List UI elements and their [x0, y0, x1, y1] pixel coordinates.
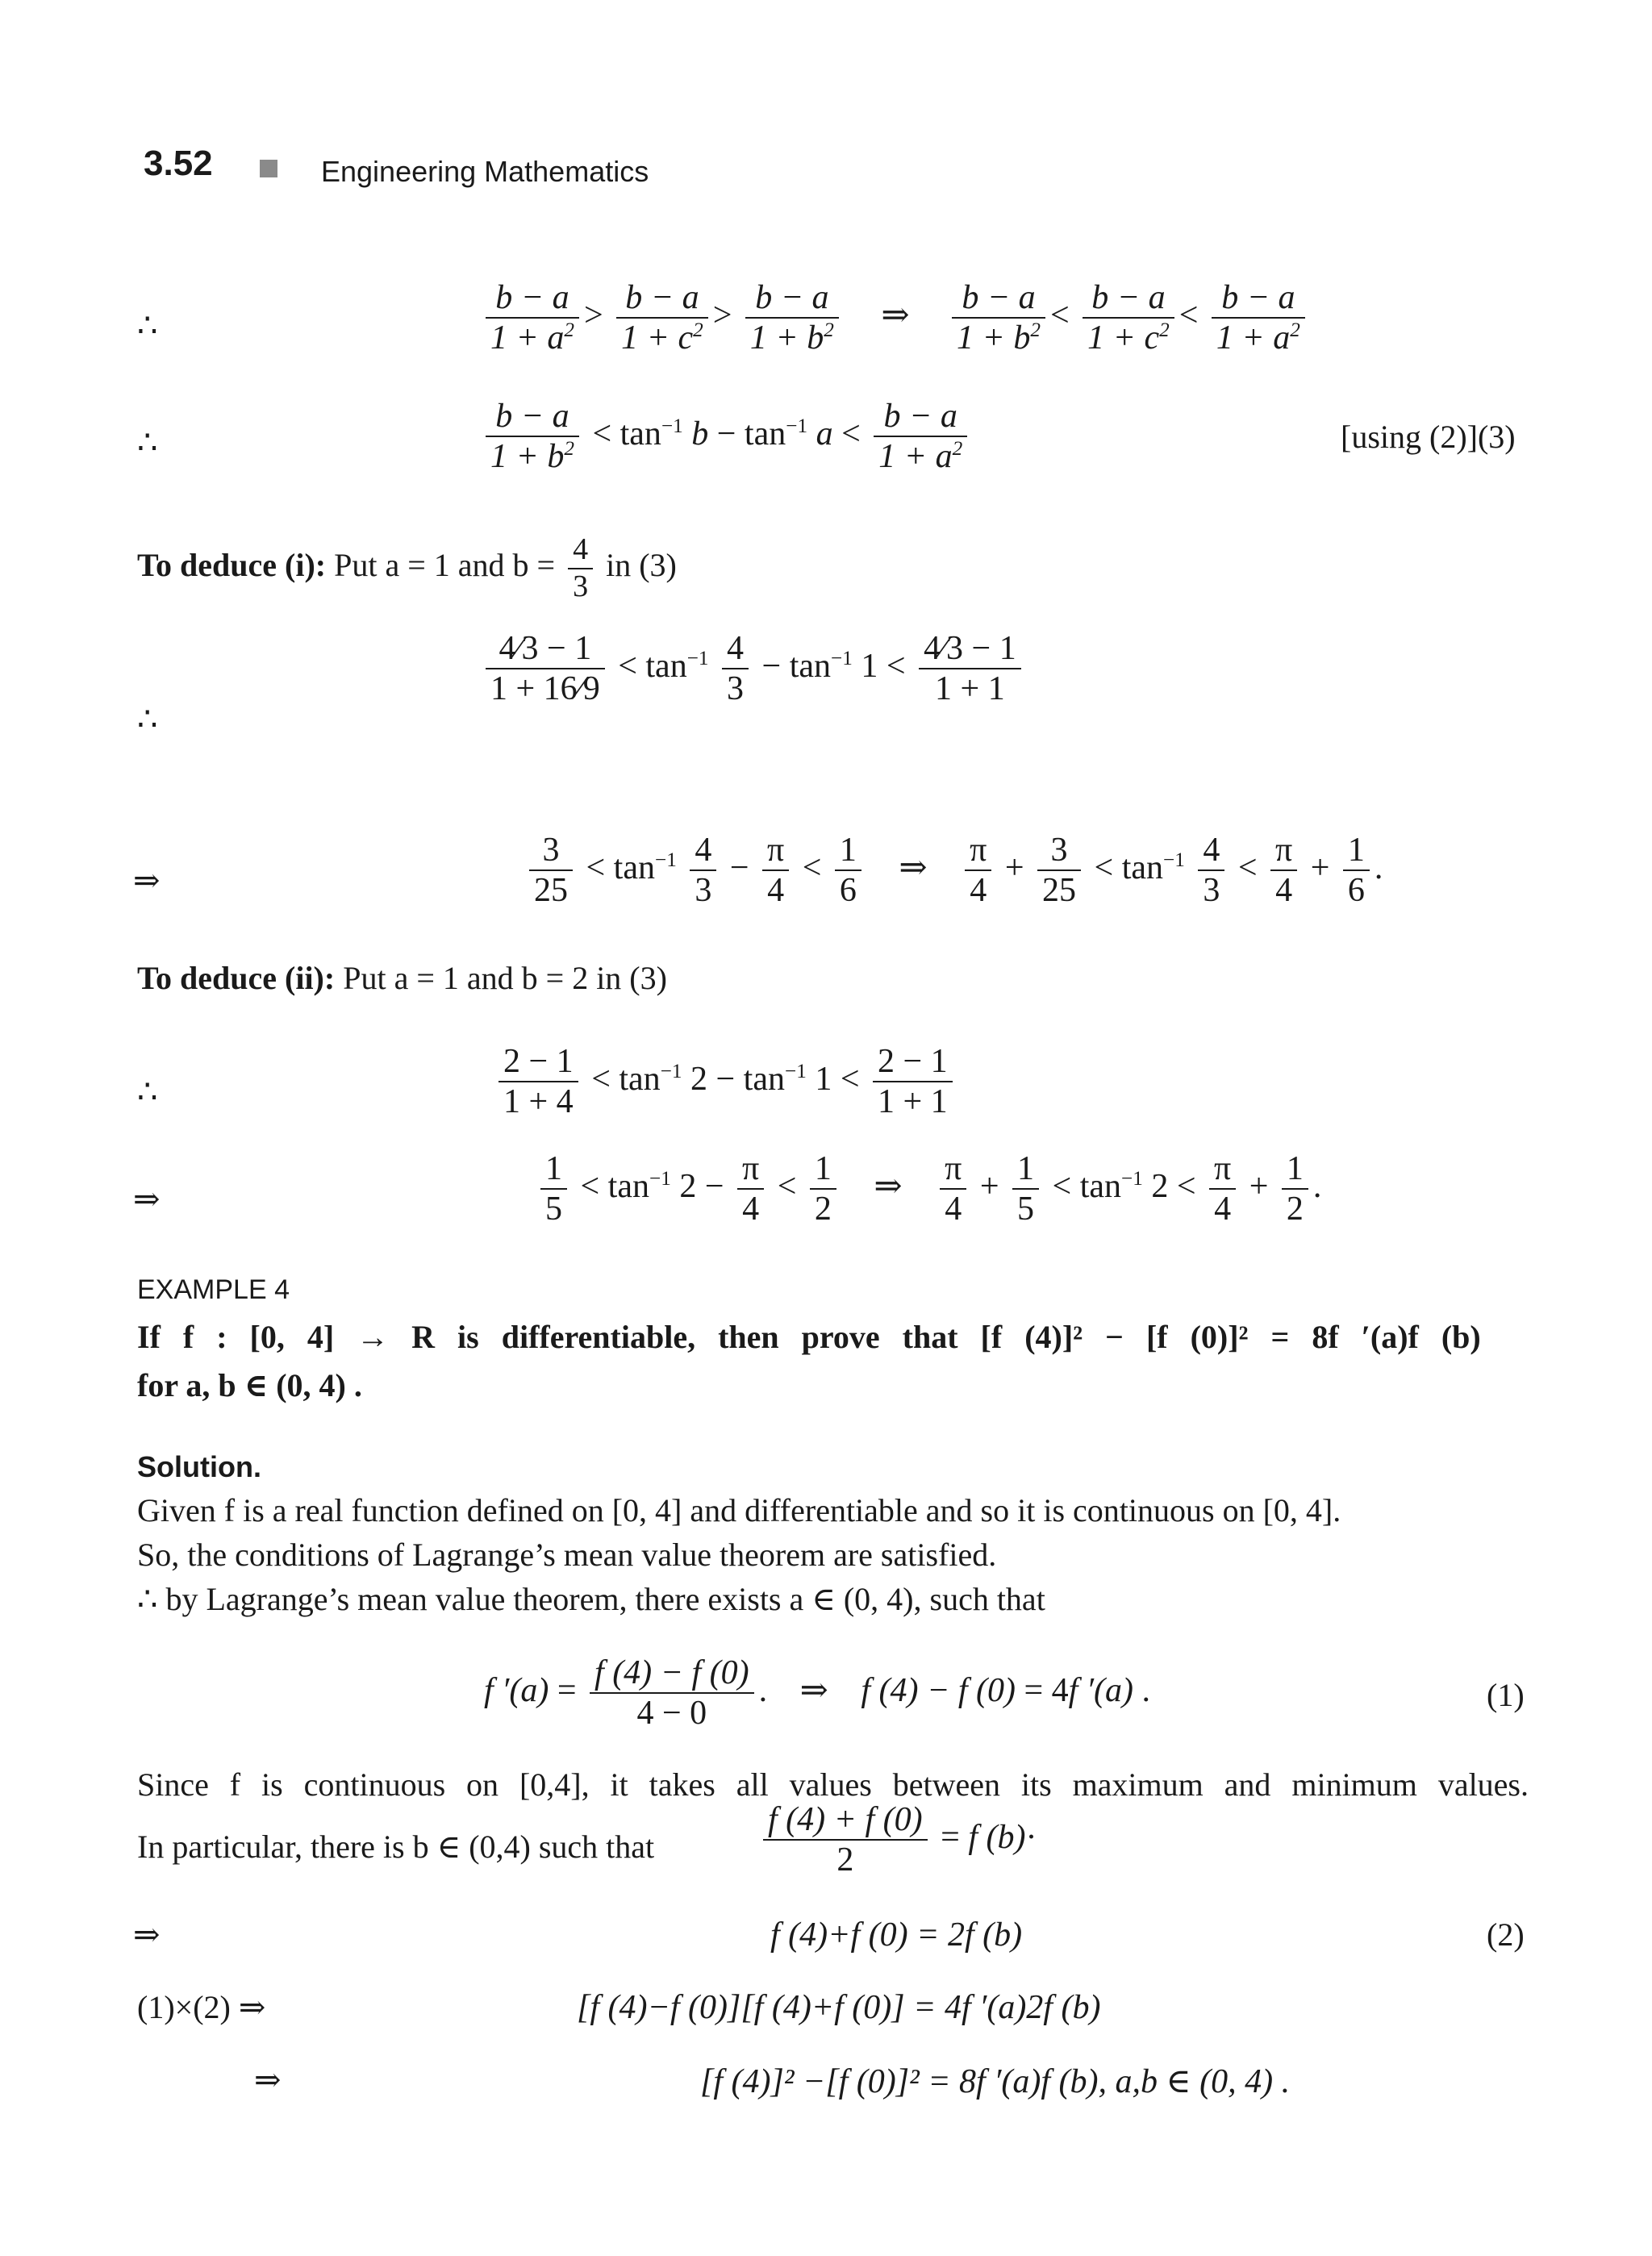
implies-symbol: ⇒ — [133, 1181, 161, 1217]
deduce-i-label: To deduce (i): — [137, 546, 327, 583]
example-statement-1: If f : [0, 4] → R is differentiable, then prove that [f (4)]² − [f (0)]² = 8f ′(a)f (b) — [137, 1319, 1481, 1355]
multiply-label: (1)×(2) ⇒ — [137, 1989, 266, 2025]
implies-symbol: ⇒ — [133, 1916, 161, 1953]
equation-4: [f (4)]² −[f (0)]² = 8f ′(a)f (b), a,b ∈ (0, 4) . — [700, 2063, 1291, 2100]
deduce-ii-text: Put a = 1 and b = 2 in (3) — [343, 960, 667, 996]
equation-label-1: (1) — [1487, 1677, 1525, 1713]
example-caption: EXAMPLE 4 — [137, 1274, 290, 1305]
implies-symbol: ⇒ — [254, 2062, 282, 2098]
therefore-symbol: ∴ — [137, 424, 158, 461]
deduce-i-line — [137, 532, 677, 604]
therefore-symbol: ∴ — [137, 307, 158, 344]
deduce-i-text-b: in (3) — [606, 546, 677, 583]
inequality-row-6: $\frac{1}{5}$ < $\tan^{-1} 2$ − $\frac{\pi}{4}$ < $\frac{1}{2}$ ⇒ $\frac{\pi}{4}$ + $\frac{1}{5}$ < $\tan^{-1} 2$ < $\frac{\pi}{4}$ + $\frac{1}{2}$ . — [536, 1149, 1321, 1229]
solution-line-3: ∴ by Lagrange’s mean value theorem, there exists a ∈ (0, 4), such that — [137, 1581, 1045, 1617]
therefore-symbol: ∴ — [137, 701, 158, 737]
header-square-icon — [260, 160, 277, 177]
implies-symbol: ⇒ — [133, 862, 161, 899]
deduce-i-den: 3 — [573, 569, 589, 603]
solution-label: Solution. — [137, 1450, 261, 1483]
deduce-i-num: 4 — [568, 532, 593, 569]
example-statement-2: for a, b ∈ (0, 4) . — [137, 1367, 362, 1403]
solution-line-1: Given f is a real function defined on [0, 4] and differentiable and so it is continuous on [0, 4]. — [137, 1492, 1341, 1528]
inequality-row-2: $\frac{b - a}{1 + b^2}$ < $\tan^{-1} b - \tan^{-1} a$ < $\frac{b - a}{1 + a^2}$ — [481, 397, 972, 477]
book-title: Engineering Mathematics — [321, 155, 649, 188]
equation-3: [f (4)−f (0)][f (4)+f (0)] = 4f ′(a)2f (b) — [577, 1989, 1101, 2026]
deduce-ii-label: To deduce (ii): — [137, 960, 336, 996]
solution-line-2: So, the conditions of Lagrange’s mean value theorem are satisfied. — [137, 1537, 997, 1573]
deduce-ii-line — [137, 956, 667, 1001]
equation-label-2: (2) — [1487, 1916, 1525, 1953]
therefore-symbol: ∴ — [137, 1074, 158, 1110]
inequality-row-1: $\frac{b - a}{1 + a^2}$ > $\frac{b - a}{1 + c^2}$ > $\frac{b - a}{1 + b^2}$ ⇒ $\frac{b - a}{1 + b^2}$ < $\frac{b - a}{1 + c^2}$ < $\frac{b - a}{1 + a^2}$ — [481, 278, 1310, 358]
deduce-i-text-a: Put a = 1 and b = — [334, 546, 556, 583]
equation-2: f (4)+f (0) = 2f (b) — [770, 1916, 1023, 1954]
lagrange-equation: f ′(a) = $\frac{f (4) - f (0)}{4 - 0}$ . ⇒ f (4) − f (0) = 4f ′(a) . — [484, 1654, 1151, 1733]
inequality-row-4: $\frac{3}{25}$ < $\tan^{-1}$ $\frac{4}{3}$ − $\frac{\pi}{4}$ < $\frac{1}{6}$ ⇒ $\frac{\pi}{4}$ + $\frac{3}{25}$ < $\tan^{-1}$ $\frac{4}{3}$ < $\frac{\pi}{4}$ + $\frac{1}{6}$ . — [524, 831, 1383, 911]
using-note: [using (2)](3) — [1341, 419, 1516, 455]
intermediate-value-equation: $\frac{f (4) + f (0)}{2}$ = f (b)· — [758, 1800, 1037, 1880]
solution-line-4: Since f is continuous on [0,4], it takes all values between its maximum and minimum values. — [137, 1766, 1529, 1803]
page-number: 3.52 — [144, 144, 213, 183]
inequality-row-3: $\frac{4⁄3 - 1}{1 + 16⁄9}$ < $\tan^{-1}$ $\frac{4}{3}$ − $\tan^{-1} 1$ < $\frac{4⁄3 - 1}{1 + 1}$ — [481, 629, 1026, 709]
solution-line-5: In particular, there is b ∈ (0,4) such that — [137, 1829, 655, 1865]
inequality-row-5: $\frac{2 - 1}{1 + 4}$ < $\tan^{-1} 2 - \tan^{-1} 1$ < $\frac{2 - 1}{1 + 1}$ — [494, 1042, 957, 1122]
